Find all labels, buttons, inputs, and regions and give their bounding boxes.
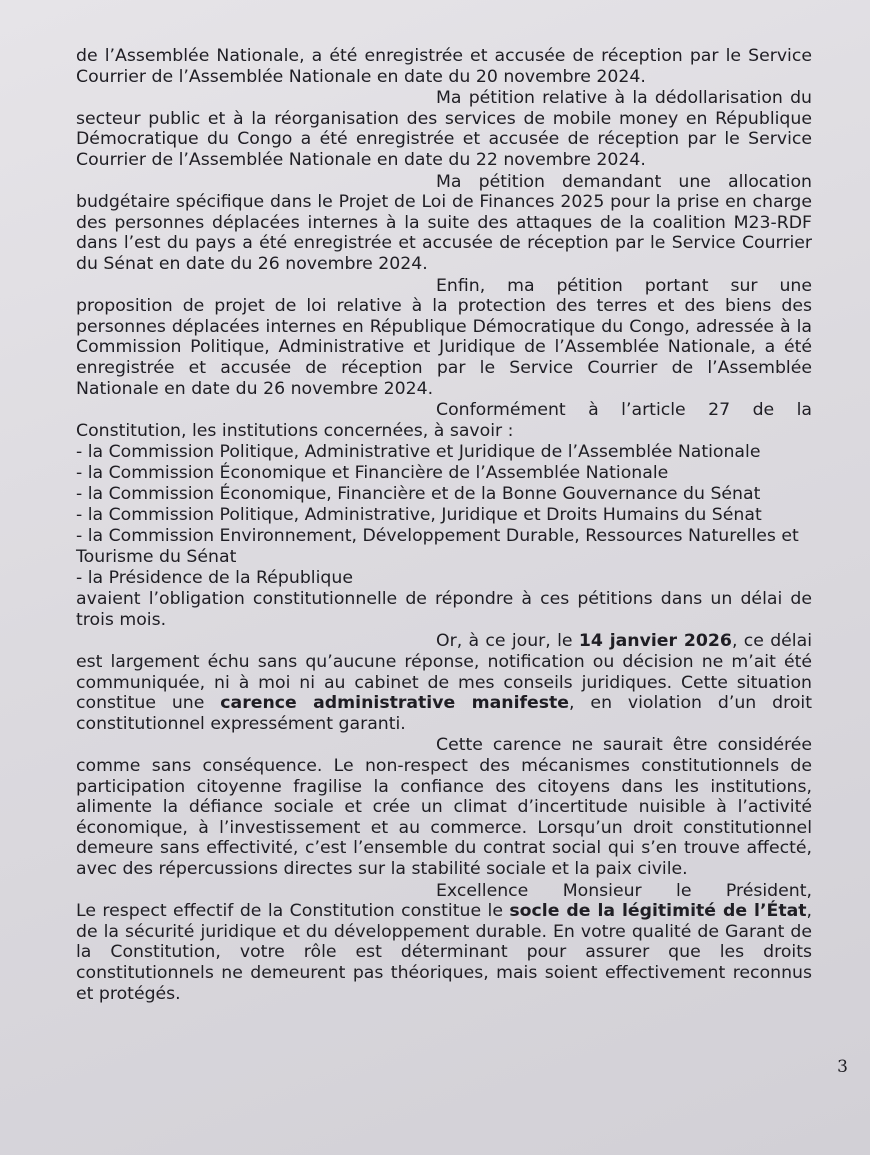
paragraph-excellence bbox=[76, 881, 812, 1005]
paragraph-text: secteur public et à la réorganisation des services de mobile money en République Démocratique du Congo a été enregistrée et accusée de réception par le Service Courrier de l’Assemblée Nationale en date du 22 novembre 2024. bbox=[76, 108, 812, 170]
paragraph-text: budgétaire spécifique dans le Projet de Loi de Finances 2025 pour la prise en charge des personnes déplacées internes à la suite des attaques de la coalition M23-RDF dans l’est du pays a été enregistrée et accusée de réception par le Service Courrier du Sénat en date du 26 novembre 2024. bbox=[76, 192, 812, 274]
list-item: - la Commission Économique et Financière de l’Assemblée Nationale bbox=[76, 463, 669, 484]
institutions-list bbox=[76, 442, 812, 589]
text-run: Or, à ce jour, le bbox=[436, 631, 579, 652]
list-item: - la Commission Économique, Financière et de la Bonne Gouvernance du Sénat bbox=[76, 484, 761, 505]
text-run: , en violation d’un droit constitutionnel expressément garanti. bbox=[76, 693, 812, 734]
list-item: - la Commission Environnement, Développement Durable, Ressources Naturelles et Tourisme du Sénat bbox=[76, 526, 799, 568]
paragraph-first-line: Ma pétition relative à la dédollarisation du bbox=[436, 88, 812, 109]
paragraph-dedollarisation bbox=[76, 88, 812, 170]
paragraph-first-line: Cette carence ne saurait être considérée bbox=[436, 735, 812, 756]
salutation-line: Excellence Monsieur le Président, bbox=[436, 880, 812, 901]
list-item: - la Commission Politique, Administrative et Juridique de l’Assemblée Nationale bbox=[76, 442, 761, 463]
text-run: est largement échu sans qu’aucune réponse, notification ou décision ne m’ait été communiquée, ni à moi ni au cabinet de mes conseils juridiques. Cette situation constitue une bbox=[76, 652, 812, 714]
paragraph-continuation bbox=[76, 46, 812, 87]
paragraph-text: proposition de projet de loi relative à la protection des terres et des biens des personnes déplacées internes en République Démocratique du Congo, adressée à la Commission Politique, Administrative et Juridique de l’Assemblée Nationale, a été enregistrée et accusée de réception par le Service Courrier de l’Assemblée Nationale en date du 26 novembre 2024. bbox=[76, 296, 812, 399]
paragraph-text: comme sans conséquence. Le non-respect des mécanismes constitutionnels de participation citoyenne fragilise la confiance des citoyens dans les institutions, alimente la défiance sociale et crée un climat d’incertitude nuisible à l’activité économique, à l’investissement et au commerce. Lorsqu’un droit constitutionnel demeure sans effectivité, c’est l’ensemble du contrat social qui s’en trouve affecté, avec des répercussions directes sur la stabilité sociale et la paix civile. bbox=[76, 756, 812, 879]
paragraph-first-line: Conformément à l’article 27 de la bbox=[436, 400, 812, 421]
paragraph-delai-echu bbox=[76, 631, 812, 734]
paragraph-allocation bbox=[76, 172, 812, 275]
carence-emphasis: carence administrative manifeste bbox=[220, 693, 570, 714]
paragraph-protection-terres bbox=[76, 276, 812, 400]
legitimite-emphasis: socle de la légitimité de l’État bbox=[509, 901, 807, 922]
list-item: - la Présidence de la République bbox=[76, 568, 353, 589]
list-item: - la Commission Politique, Administrative, Juridique et Droits Humains du Sénat bbox=[76, 505, 762, 526]
paragraph-text: avaient l’obligation constitutionnelle de répondre à ces pétitions dans un délai de trois mois. bbox=[76, 589, 812, 630]
paragraph-first-line: Ma pétition demandant une allocation bbox=[436, 171, 812, 192]
paragraph-first-line bbox=[76, 631, 812, 652]
text-run: Le respect effectif de la Constitution constitue le bbox=[76, 901, 510, 922]
paragraph-obligation bbox=[76, 589, 812, 630]
date-emphasis: 14 janvier 2026 bbox=[578, 631, 732, 652]
paragraph-article-27 bbox=[76, 400, 812, 441]
paragraph-first-line: Enfin, ma pétition portant sur une bbox=[436, 275, 812, 296]
text-run: , de la sécurité juridique et du développement durable. En votre qualité de Garant de la Constitution, votre rôle est déterminant pour assurer que les droits constitutionnels ne demeurent pas théoriques, mais soient effectivement reconnus et protégés. bbox=[76, 901, 812, 1004]
paragraph-text: Constitution, les institutions concernées, à savoir : bbox=[76, 420, 514, 441]
paragraph-text: de l’Assemblée Nationale, a été enregistrée et accusée de réception par le Service Courrier de l’Assemblée Nationale en date du 20 novembre 2024. bbox=[76, 46, 812, 87]
page-number: 3 bbox=[837, 1057, 848, 1077]
paragraph-consequences bbox=[76, 735, 812, 879]
text-run: , ce délai bbox=[731, 631, 813, 652]
